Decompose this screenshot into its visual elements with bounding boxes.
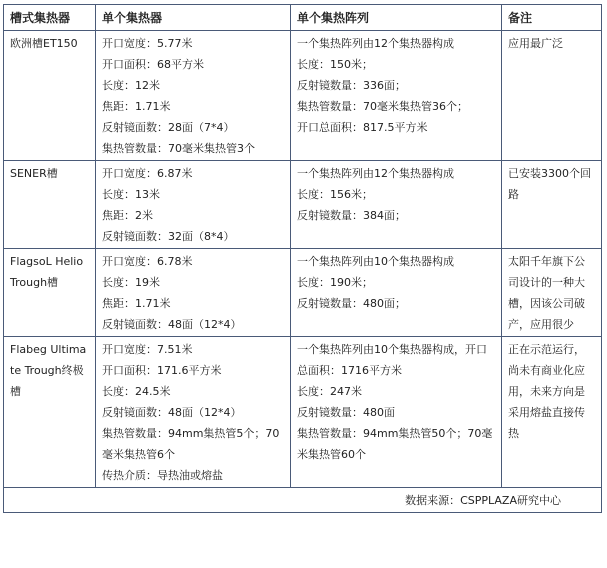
single-collector-cell <box>96 31 291 161</box>
collector-spec: 开口宽度：5.77米 <box>102 37 193 50</box>
table-row-ultimate-trough <box>4 337 602 488</box>
collector-spec: 开口宽度：6.78米 <box>102 255 193 268</box>
array-spec: 一个集热阵列由12个集热器构成 <box>297 37 454 50</box>
collector-spec: 长度：24.5米 <box>102 385 171 398</box>
collector-spec: 长度：12米 <box>102 79 160 92</box>
collector-spec: 集热管数量：94mm集热管5个；70毫米集热管6个 <box>102 427 280 461</box>
header-collector-type: 槽式集热器 <box>4 5 96 31</box>
array-spec: 一个集热阵列由10个集热器构成，开口总面积：1716平方米 <box>297 343 487 377</box>
collector-type-cell: SENER槽 <box>4 161 96 249</box>
collector-array-cell <box>291 31 502 161</box>
collector-spec: 集热管数量：70毫米集热管3个 <box>102 142 255 155</box>
collector-spec: 反射镜面数：48面（12*4） <box>102 318 242 331</box>
table-row-sener <box>4 161 602 249</box>
single-collector-cell <box>96 249 291 337</box>
array-spec: 反射镜数量：480面； <box>297 297 406 310</box>
table-row-et150 <box>4 31 602 161</box>
table-row-heliotrough <box>4 249 602 337</box>
collector-spec: 开口面积：68平方米 <box>102 58 204 71</box>
collector-type-cell: FlagsoL HelioTrough槽 <box>4 249 96 337</box>
collector-spec: 开口面积：171.6平方米 <box>102 364 222 377</box>
note-cell: 太阳千年旗下公司设计的一种大槽，因该公司破产，应用很少 <box>502 249 602 337</box>
single-collector-cell <box>96 161 291 249</box>
collector-spec: 长度：19米 <box>102 276 160 289</box>
array-spec: 开口总面积：817.5平方米 <box>297 121 428 134</box>
array-spec: 一个集热阵列由10个集热器构成 <box>297 255 454 268</box>
collector-array-cell <box>291 161 502 249</box>
collector-spec: 焦距：1.71米 <box>102 100 171 113</box>
source-note: 数据来源：CSPPLAZA研究中心 <box>4 488 602 513</box>
collector-spec: 开口宽度：6.87米 <box>102 167 193 180</box>
array-spec: 集热管数量：70毫米集热管36个； <box>297 100 468 113</box>
note-cell: 应用最广泛 <box>502 31 602 161</box>
array-spec: 长度：150米； <box>297 58 373 71</box>
collector-spec: 反射镜面数：48面（12*4） <box>102 406 242 419</box>
array-spec: 反射镜数量：336面； <box>297 79 406 92</box>
collector-spec: 焦距：2米 <box>102 209 153 222</box>
collector-type-cell: Flabeg Ultimate Trough终极槽 <box>4 337 96 488</box>
array-spec: 长度：247米 <box>297 385 362 398</box>
array-spec: 集热管数量：94mm集热管50个；70毫米集热管60个 <box>297 427 493 461</box>
collector-array-cell <box>291 249 502 337</box>
comparison-table <box>3 4 602 513</box>
array-spec: 长度：156米； <box>297 188 373 201</box>
collector-type-cell: 欧洲槽ET150 <box>4 31 96 161</box>
note-cell: 正在示范运行，尚未有商业化应用，未来方向是采用熔盐直接传热 <box>502 337 602 488</box>
collector-spec: 长度：13米 <box>102 188 160 201</box>
header-collector-array: 单个集热阵列 <box>291 5 502 31</box>
header-row <box>4 5 602 31</box>
array-spec: 长度：190米； <box>297 276 373 289</box>
array-spec: 反射镜数量：480面 <box>297 406 395 419</box>
source-row <box>4 488 602 513</box>
collector-spec: 反射镜面数：32面（8*4） <box>102 230 235 243</box>
array-spec: 反射镜数量：384面； <box>297 209 406 222</box>
array-spec: 一个集热阵列由12个集热器构成 <box>297 167 454 180</box>
collector-spec: 焦距：1.71米 <box>102 297 171 310</box>
collector-spec: 开口宽度：7.51米 <box>102 343 193 356</box>
collector-spec: 传热介质：导热油或熔盐 <box>102 469 223 482</box>
header-notes: 备注 <box>502 5 602 31</box>
note-cell: 已安装3300个回路 <box>502 161 602 249</box>
header-single-collector: 单个集热器 <box>96 5 291 31</box>
collector-spec: 反射镜面数：28面（7*4） <box>102 121 235 134</box>
collector-array-cell <box>291 337 502 488</box>
single-collector-cell <box>96 337 291 488</box>
